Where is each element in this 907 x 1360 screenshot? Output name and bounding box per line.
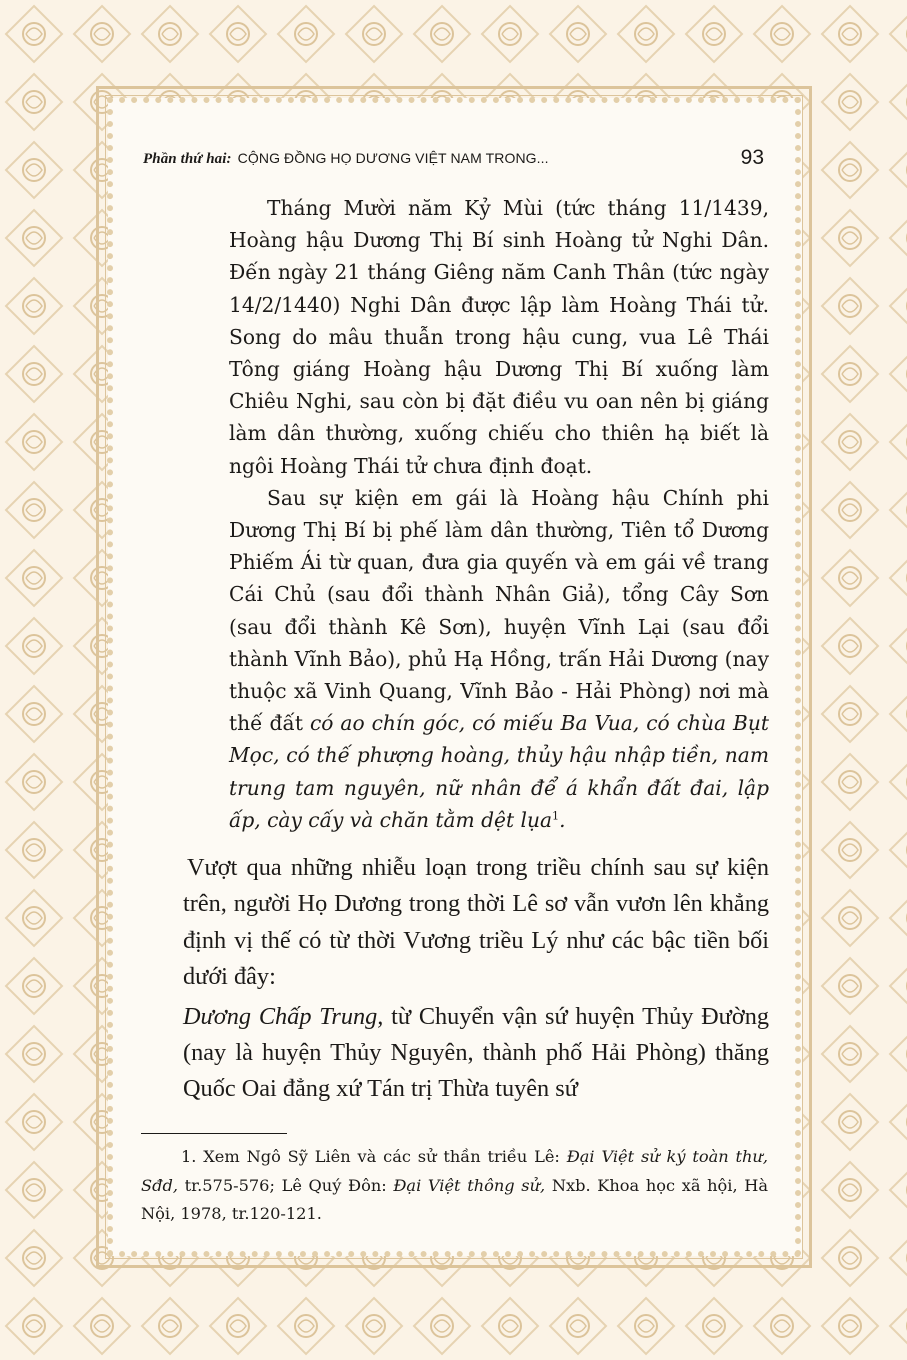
quote-block [229, 192, 769, 836]
quote-paragraph-2-end: . [559, 807, 566, 832]
footnote-part-a: 1. Xem Ngô Sỹ Liên và các sử thần triều Lê: [181, 1147, 567, 1166]
quote-paragraph-2-text: Sau sự kiện em gái là Hoàng hậu Chính phi Dương Thị Bí bị phế làm dân thường, Tiên tổ Dương Phiếm Ái từ quan, đưa gia quyến và em gái về trang Cái Chủ (sau đổi thành Nhân Giả), tổng Cây Sơn (sau đổi thành Kê Sơn), huyện Vĩnh Lại (sau đổi thành Vĩnh Bảo), phủ Hạ Hồng, trấn Hải Dương (nay thuộc xã Vinh Quang, Vĩnh Bảo - Hải Phòng) nơi mà thế đất [229, 485, 769, 736]
quote-paragraph-2-italic: có ao chín góc, có miếu Ba Vua, có chùa Bụt Mọc, có thế phượng hoàng, thủy hậu nhập tiền, nam trung tam nguyên, nữ nhân để á khẩn đất đai, lập ấp, cày cấy và chăn tằm dệt lụa [229, 711, 770, 832]
main-paragraph-2 [183, 999, 769, 1108]
footnote-reference: 1 [552, 809, 560, 823]
running-head [143, 150, 549, 168]
main-text [183, 850, 769, 1108]
section-title: CỘNG ĐỒNG HỌ DƯƠNG VIỆT NAM TRONG... [237, 150, 549, 166]
quote-paragraph-1: Tháng Mười năm Kỷ Mùi (tức tháng 11/1439, Hoàng hậu Dương Thị Bí sinh Hoàng tử Nghi Dân. Đến ngày 21 tháng Giêng năm Canh Thân (tức ngày 14/2/1440) Nghi Dân được lập làm Hoàng Thái tử. Song do mâu thuẫn trong hậu cung, vua Lê Thái Tông giáng Hoàng hậu Dương Thị Bí xuống làm Chiêu Nghi, sau còn bị đặt điều vu oan nên bị giáng làm dân thường, xuống chiếu cho thiên hạ biết là ngôi Hoàng Thái tử chưa định đoạt. [229, 196, 769, 478]
person-name: Dương Chấp Trung, [183, 1002, 384, 1030]
footnote-part-b: Đại Việt sử ký toàn thư, Sđd, [141, 1147, 768, 1195]
footnote-divider [141, 1133, 287, 1134]
main-paragraph-1: Vượt qua những nhiễu loạn trong triều chính sau sự kiện trên, người Họ Dương trong thời Lê sơ vẫn vươn lên khẳng định vị thế có từ thời Vương triều Lý như các bậc tiền bối dưới đây: [183, 854, 769, 991]
running-header [143, 146, 768, 174]
page-number: 93 [740, 146, 764, 169]
footnote-part-e: Nxb. Khoa học xã hội, Hà Nội, 1978, tr.120-121. [141, 1175, 769, 1223]
quote-paragraph-2 [229, 482, 769, 836]
footnote [141, 1143, 768, 1229]
part-label: Phần thứ hai: [143, 151, 232, 167]
footnote-part-c: tr.575-576; Lê Quý Đôn: [177, 1175, 394, 1195]
main-paragraph-2-text: từ Chuyển vận sứ huyện Thủy Đường (nay là huyện Thủy Nguyên, thành phố Hải Phòng) thăng Quốc Oai đẳng xứ Tán trị Thừa tuyên sứ [183, 1002, 769, 1103]
footnote-part-d: Đại Việt thông sử, [393, 1175, 546, 1195]
